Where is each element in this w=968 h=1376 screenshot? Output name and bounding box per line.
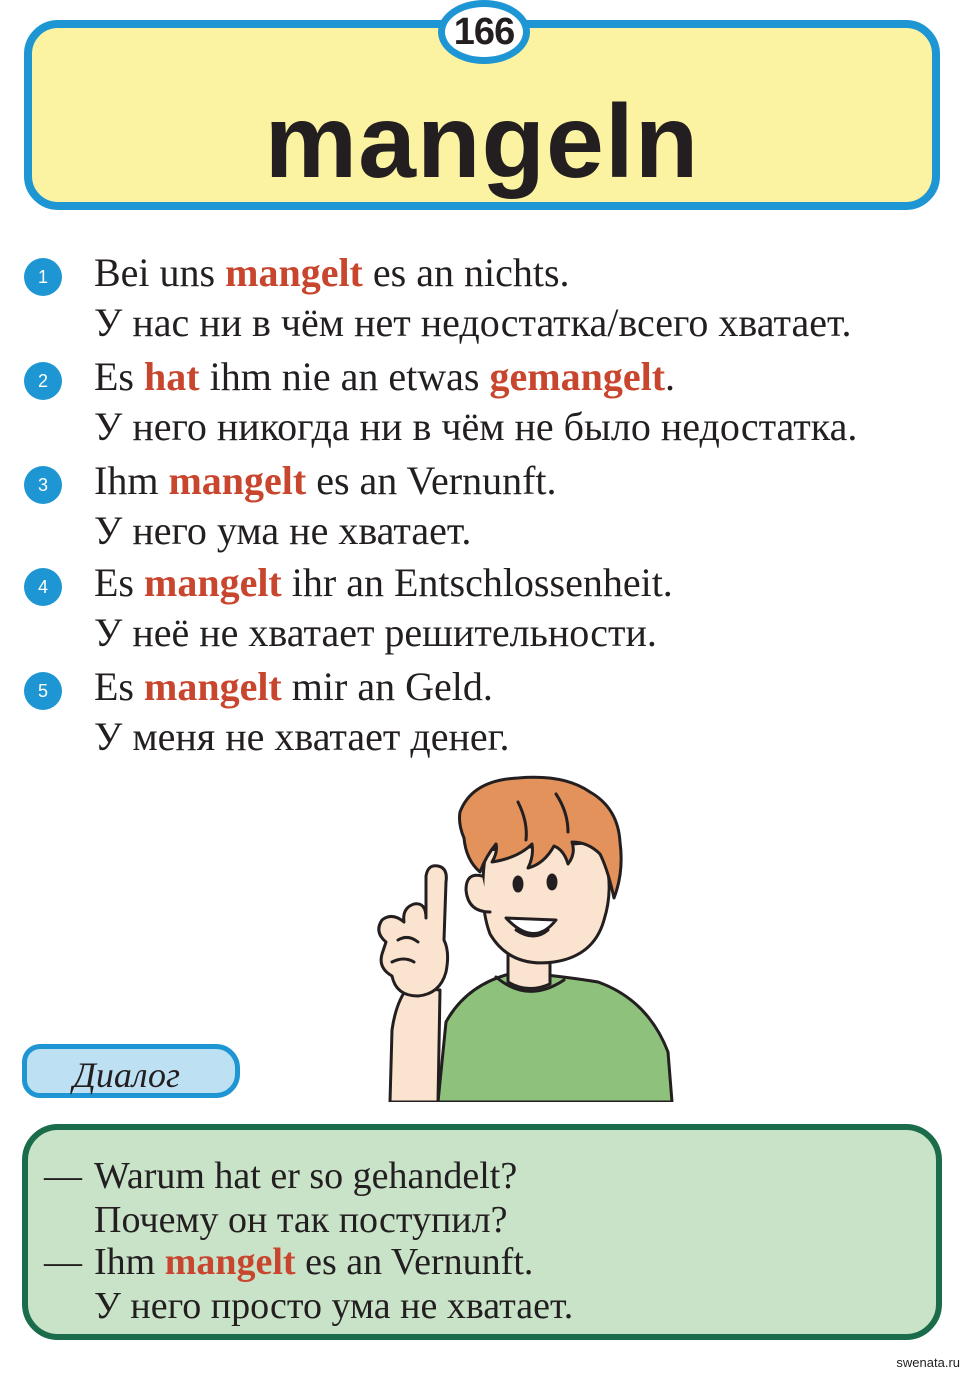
example-number-badge: 3	[24, 466, 62, 504]
example-number-badge: 1	[24, 258, 62, 296]
example-german: Bei uns mangelt es an nichts.	[94, 250, 570, 295]
example-russian: У меня не хватает денег.	[94, 714, 510, 759]
example-russian: У него ума не хватает.	[94, 508, 472, 553]
dialog-box	[22, 1124, 942, 1340]
dialog-dash: —	[44, 1241, 82, 1283]
card-number-badge: 166	[438, 0, 530, 64]
example-number-badge: 5	[24, 672, 62, 710]
dialog-question-russian: Почему он так поступил?	[94, 1199, 508, 1241]
page-title: mangeln	[264, 84, 700, 200]
highlighted-verb: mangelt	[144, 664, 282, 709]
dialog-tab	[22, 1044, 240, 1098]
example-german: Es hat ihm nie an etwas gemangelt.	[94, 354, 676, 399]
dialog-answer-russian: У него просто ума не хватает.	[94, 1285, 574, 1327]
highlighted-verb: mangelt	[225, 250, 363, 295]
example-number-badge: 2	[24, 362, 62, 400]
highlighted-verb: mangelt	[144, 560, 282, 605]
example-russian: У неё не хватает решительности.	[94, 610, 657, 655]
watermark: swenata.ru	[896, 1355, 960, 1370]
example-russian: У нас ни в чём нет недостатка/всего хватает.	[94, 300, 852, 345]
dialog-answer-german: Ihm mangelt es an Vernunft.	[94, 1241, 534, 1283]
dialog-question-german: Warum hat er so gehandelt?	[94, 1155, 518, 1197]
example-german: Es mangelt mir an Geld.	[94, 664, 493, 709]
example-russian: У него никогда ни в чём не было недостатка.	[94, 404, 858, 449]
example-number-badge: 4	[24, 568, 62, 606]
dialog-tab-label: Диалог	[73, 1055, 181, 1095]
boy-pointing-illustration	[368, 772, 678, 1102]
dialog-dash: —	[44, 1155, 82, 1197]
example-german: Ihm mangelt es an Vernunft.	[94, 458, 557, 503]
highlighted-verb: mangelt	[164, 1241, 296, 1283]
highlighted-verb: mangelt	[168, 458, 307, 503]
example-german: Es mangelt ihr an Entschlossenheit.	[94, 560, 673, 605]
highlighted-verb: hat	[144, 354, 200, 399]
highlighted-verb: gemangelt	[489, 354, 666, 399]
